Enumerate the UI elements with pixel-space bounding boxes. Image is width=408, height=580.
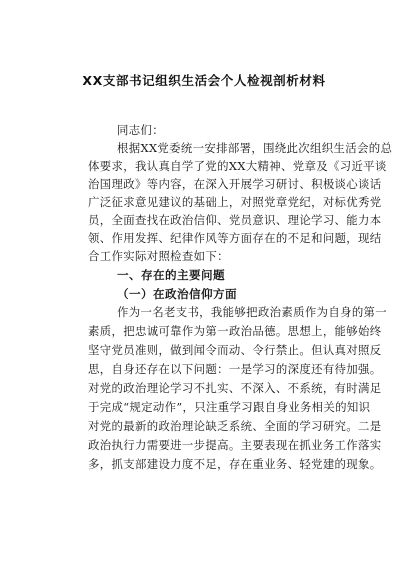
intro-line-5: 员，全面查找在政治信仰、党员意识、理论学习、能力本 <box>88 213 382 227</box>
body-line-6: 于完成“规定动作”，只注重学习跟自身业务相关的知识 <box>88 400 371 414</box>
intro-line-2: 体要求，我认真自学了党的XX大精神、党章及《习近平谈 <box>88 159 387 173</box>
body-line-9: 多，抓支部建设力度不足，存在重业务、轻党建的现象。 <box>88 457 382 471</box>
body-line-8: 政治执行力需要进一步提高。主要表现在抓业务工作落实 <box>88 438 382 452</box>
intro-line-6: 领、作用发挥、纪律作风等方面存在的不足和问题，现结 <box>88 231 382 245</box>
section-heading: 一、存在的主要问题 <box>117 268 225 282</box>
intro-line-7: 合工作实际对照检查如下： <box>88 249 229 263</box>
document-title: XX支部书记组织生活会个人检视剖析材料 <box>82 73 326 88</box>
salutation: 同志们： <box>117 123 164 137</box>
intro-line-1: 根据XX党委统一安排部署，围绕此次组织生活会的总 <box>117 141 393 155</box>
body-line-5: 对党的政治理论学习不扎实、不深入、不系统，有时满足 <box>88 381 382 395</box>
body-line-7: 对党的最新的政治理论缺乏系统、全面的学习研究。二是 <box>88 419 382 433</box>
subsection-heading: （一）在政治信仰方面 <box>117 287 237 301</box>
intro-line-3: 治国理政》等内容，在深入开展学习研讨、积极谈心谈话 <box>88 177 382 191</box>
body-line-3: 坚守党员准则，做到闻令而动、令行禁止。但认真对照反 <box>88 343 382 357</box>
body-line-2: 素质，把忠诚可靠作为第一政治品德。思想上，能够始终 <box>88 324 382 338</box>
intro-line-4: 广泛征求意见建议的基础上，对照党章党纪，对标优秀党 <box>88 195 382 209</box>
body-line-4: 思，自身还存在以下问题：一是学习的深度还有待加强。 <box>88 362 382 376</box>
body-line-1: 作为一名老支书，我能够把政治素质作为自身的第一 <box>117 305 388 319</box>
